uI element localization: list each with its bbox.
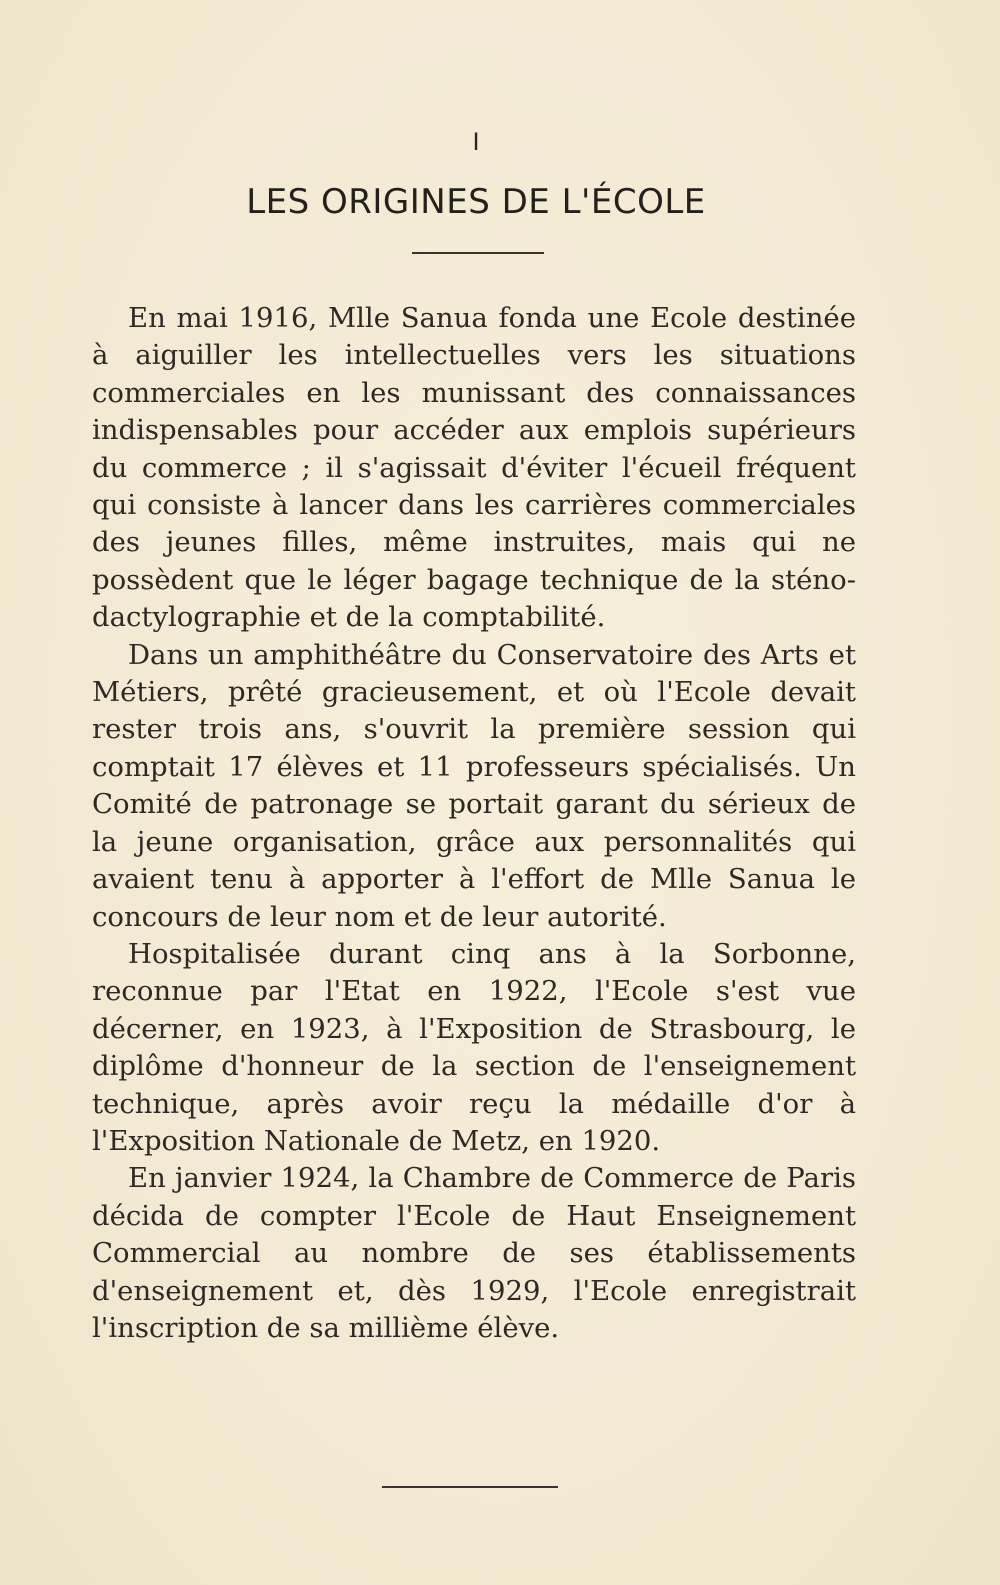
title-divider [412,252,544,254]
body-text [92,300,856,1347]
paragraph-1: En mai 1916, Mlle Sanua fonda une Ecole destinée à aiguiller les intellectuelles vers les situations commerciales en les munissant des connaissances indispensables pour accéder aux emplois supérieurs du commerce ; il s'agissait d'éviter l'écueil fréquent qui consiste à lancer dans les carrières commerciales des jeunes filles, même instruites, mais qui ne possèdent que le léger bagage technique de la sténo-dactylographie et de la comptabilité. [92,302,856,634]
paragraph-2: Dans un amphithéâtre du Conservatoire des Arts et Métiers, prêté gracieusement, et où l'Ecole devait rester trois ans, s'ouvrit la première session qui comptait 17 élèves et 11 professeurs spécialisés. Un Comité de patronage se portait garant du sérieux de la jeune organisation, grâce aux personnalités qui avaient tenu à apporter à l'effort de Mlle Sanua le concours de leur nom et de leur autorité. [92,638,856,933]
paragraph-4: En janvier 1924, la Chambre de Commerce de Paris décida de compter l'Ecole de Haut Enseignement Commercial au nombre de ses établissements d'enseignement et, dès 1929, l'Ecole enregistrait l'inscription de sa millième élève. [92,1162,856,1344]
end-divider [382,1486,558,1488]
chapter-number: I [472,128,480,156]
chapter-title: LES ORIGINES DE L'ÉCOLE [246,182,706,222]
paragraph-3: Hospitalisée durant cinq ans à la Sorbonne, reconnue par l'Etat en 1922, l'Ecole s'est vue décerner, en 1923, à l'Exposition de Strasbourg, le diplôme d'honneur de la section de l'enseignement technique, après avoir reçu la médaille d'or à l'Exposition Nationale de Metz, en 1920. [92,937,856,1157]
